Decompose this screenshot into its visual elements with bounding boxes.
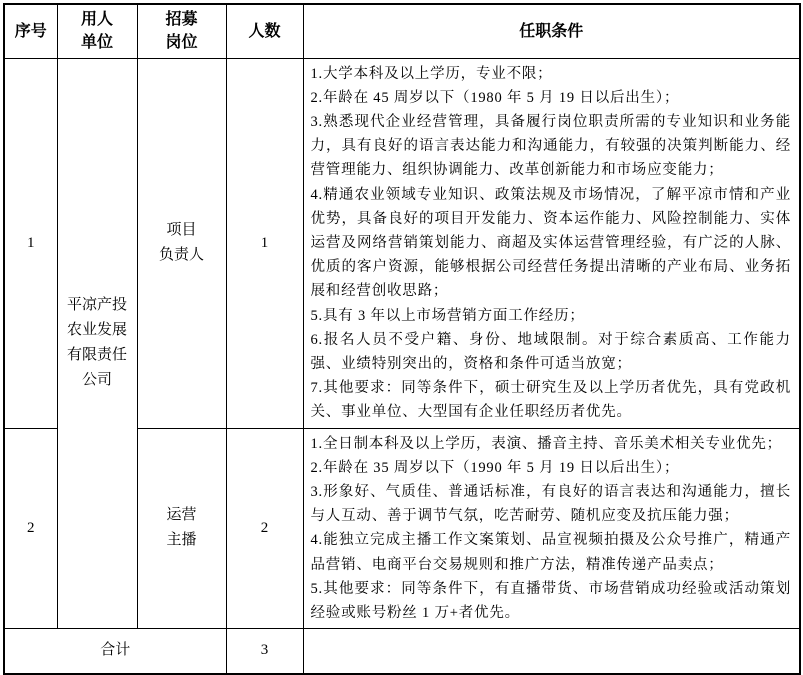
- employer-name-line2: 农业发展: [66, 322, 127, 339]
- row1-position-line2: 负责人: [158, 247, 204, 264]
- condition-item: 4.能独立完成主播工作文案策划、品宣视频拍摄及公众号推广，精通产品营销、电商平台交易规则和推广方法，精准传递产品卖点；: [310, 532, 791, 573]
- employer-name-line3: 有限责任: [66, 347, 127, 364]
- header-cell-no: 序号: [4, 4, 57, 58]
- header-cell-conditions: 任职条件: [303, 4, 800, 58]
- condition-item: 4.精通农业领域专业知识、政策法规及市场情况，了解平凉市情和产业优势，具备良好的项目开发能力、资本运作能力、风险控制能力、实体运营及网络营销策划能力、商超及实体运营管理经验，有广泛的人脉、优质的客户资源，能够根据公司经营任务提出清晰的产业布局、业务拓展和经营创收思路；: [310, 186, 791, 300]
- row1-position-cell: [137, 58, 226, 428]
- row2-position-cell: [137, 428, 226, 629]
- row2-conditions-cell: [303, 428, 800, 629]
- condition-item: 1.大学本科及以上学历，专业不限；: [310, 65, 553, 82]
- header-position-line1: 招募: [165, 11, 198, 29]
- row2-position-line2: 主播: [166, 532, 197, 549]
- row1-conditions-cell: [303, 58, 800, 428]
- header-cell-count: 人数: [226, 4, 303, 58]
- header-employer-line2: 单位: [80, 34, 113, 52]
- header-cell-position: [137, 4, 226, 58]
- row1-headcount-cell: 1: [226, 58, 303, 428]
- employer-name-line1: 平凉产投: [66, 297, 127, 314]
- row2-serial-number: 2: [4, 428, 57, 629]
- row2-position-line1: 运营: [166, 507, 197, 524]
- condition-item: 3.熟悉现代企业经营管理，具备履行岗位职责所需的专业知识和业务能力，具有良好的语言表达能力和沟通能力，有较强的决策判断能力、经营管理能力、组织协调能力、改革创新能力和市场应变能力；: [310, 113, 791, 179]
- condition-item: 1.全日制本科及以上学历，表演、播音主持、音乐美术相关专业优先；: [310, 435, 782, 452]
- condition-item: 2.年龄在 35 周岁以下（1990 年 5 月 19 日以后出生）；: [310, 459, 680, 476]
- recruitment-table: [3, 3, 801, 675]
- total-label-cell: 合计: [4, 629, 226, 674]
- condition-item: 5.其他要求：同等条件下，有直播带货、市场营销成功经验或活动策划经验或账号粉丝 1 万+者优先。: [310, 580, 791, 621]
- total-row: [4, 629, 800, 674]
- employer-name-line4: 公司: [81, 372, 112, 389]
- condition-item: 3.形象好、气质佳、普通话标准，有良好的语言表达和沟通能力，擅长与人互动、善于调节气氛，吃苦耐劳、随机应变及抗压能力强；: [310, 483, 791, 525]
- header-row: [4, 4, 800, 58]
- row2-headcount-cell: 2: [226, 428, 303, 629]
- row1-serial-number: 1: [4, 58, 57, 428]
- condition-item: 2.年龄在 45 周岁以下（1980 年 5 月 19 日以后出生）；: [310, 89, 680, 106]
- header-cell-employer: [57, 4, 137, 58]
- total-headcount-cell: 3: [226, 629, 303, 674]
- condition-item: 7.其他要求：同等条件下，硕士研究生及以上学历者优先，具有党政机关、事业单位、大型国有企业任职经历者优先。: [310, 380, 791, 421]
- header-position-line2: 岗位: [165, 34, 198, 52]
- table-row-1: [4, 58, 800, 428]
- condition-item: 5.具有 3 年以上市场营销方面工作经历；: [310, 307, 585, 324]
- total-conditions-empty-cell: [303, 629, 800, 674]
- employer-cell: [57, 58, 137, 629]
- header-employer-line1: 用人: [80, 11, 113, 29]
- condition-item: 6.报名人员不受户籍、身份、地域限制。对于综合素质高、工作能力强、业绩特别突出的，资格和条件可适当放宽；: [310, 331, 791, 372]
- row1-position-line1: 项目: [166, 222, 197, 239]
